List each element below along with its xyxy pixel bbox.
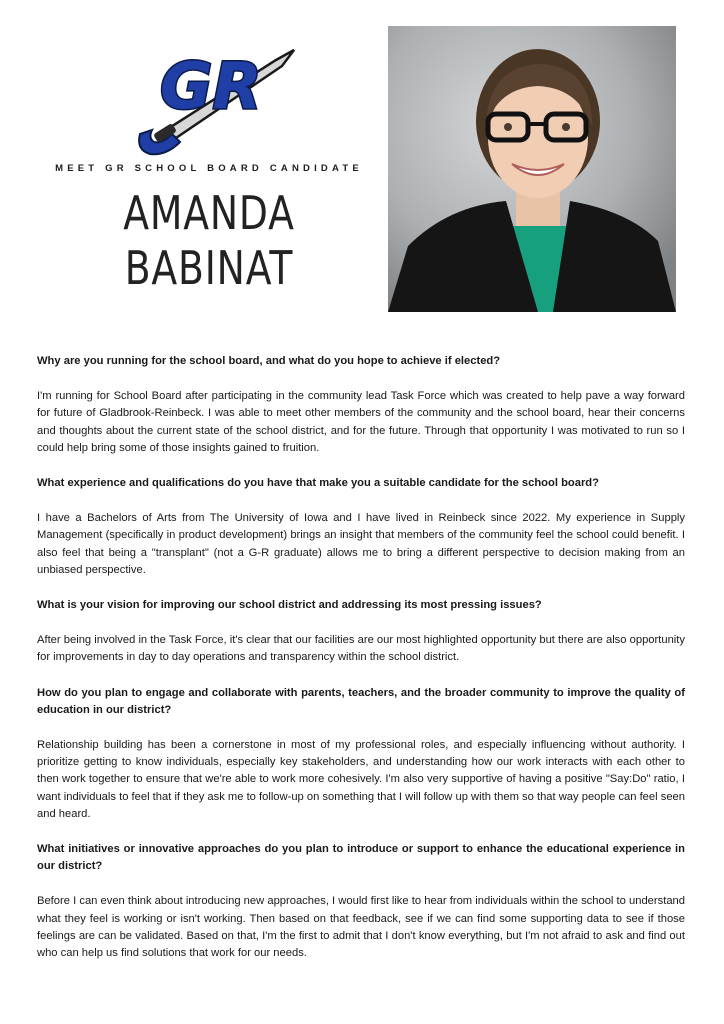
answer-3: After being involved in the Task Force, it's clear that our facilities are our most highlighted opportunity but there are also opportunity for improvements in day to day operations and transparency within the school district. <box>37 634 685 664</box>
candidate-first-name: AMANDA <box>123 186 295 240</box>
school-logo <box>126 38 296 158</box>
question-3: What is your vision for improving our school district and addressing its most pressing issues? <box>37 599 542 612</box>
portrait-image <box>388 26 676 312</box>
qa-section <box>37 353 685 980</box>
question-1: Why are you running for the school board, and what do you hope to achieve if elected? <box>37 355 501 367</box>
subtitle: MEET GR SCHOOL BOARD CANDIDATE <box>55 163 363 174</box>
candidate-last-name: BABINAT <box>124 241 294 295</box>
gr-saber-logo-icon <box>126 38 296 158</box>
question-2: What experience and qualifications do you have that make you a suitable candidate for the school board? <box>37 477 599 490</box>
svg-text:GR: GR <box>160 50 262 124</box>
answer-1: I'm running for School Board after participating in the community lead Task Force which was created to help pave a way forward for future of Gladbrook-Reinbeck. I was able to meet other members of the community and the school board, hear their concerns and thoughts about the current state of the school district, and for the future. Through that opportunity I was motivated to run so I could help bring some of those insights gained to fruition. <box>37 390 685 454</box>
question-4: How do you plan to engage and collaborate with parents, teachers, and the broader community to improve the quality of education in our district? <box>37 686 685 716</box>
answer-4: Relationship building has been a cornerstone in most of my professional roles, and especially influencing without authority. I prioritize getting to know individuals, especially key stakeholders, and understanding how our work interacts with each other to then work together to ensure that we're able to work more cohesively. I'm also very supportive of having a positive "Say:Do" ratio, I want individuals to feel that if they ask me to follow-up on something that I will follow up with them so that way people can feel seen and heard. <box>37 739 685 820</box>
question-5: What initiatives or innovative approaches do you plan to introduce or support to enhance the educational experience in our district? <box>37 843 685 873</box>
answer-5: Before I can even think about introducing new approaches, I would first like to hear from individuals within the school to understand what they feel is working or isn't working. Then based on that feedback, see if we can find some supporting data to see if those feelings are can be validated. Based on that, I'm the first to admit that I don't know everything, but I'm not afraid to ask and find out who can help us find solutions that work for our needs. <box>37 895 685 960</box>
answer-2: I have a Bachelors of Arts from The University of Iowa and I have lived in Reinbeck since 2022. My experience in Supply Management (specifically in product development) brings an insight that members of the community feel the school could benefit. I also feel that being a "transplant" (not a G-R graduate) allows me to bring a different perspective to decision making from an unbiased perspective. <box>37 512 685 576</box>
candidate-photo <box>388 26 676 312</box>
